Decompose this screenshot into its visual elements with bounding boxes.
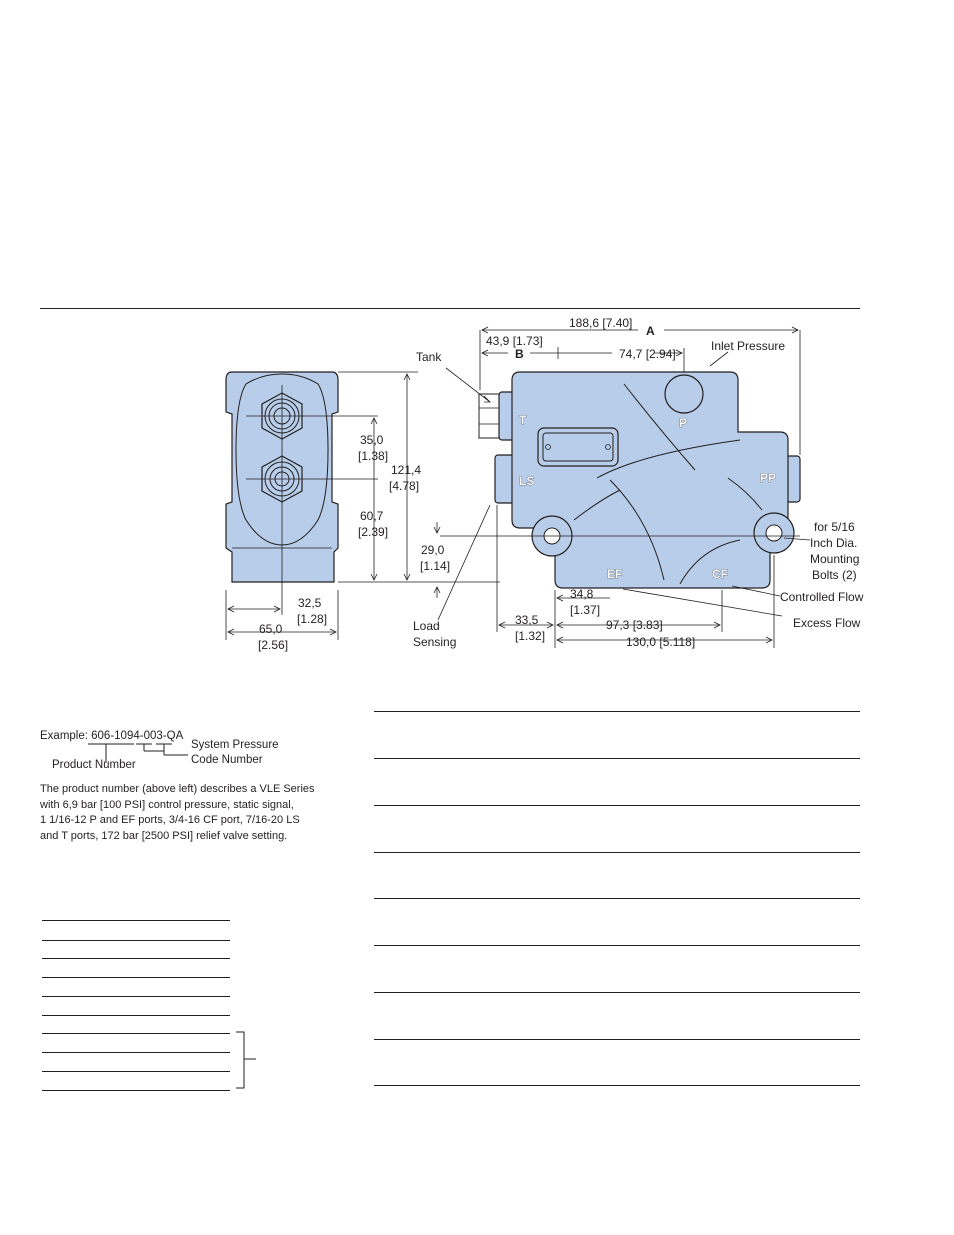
example-code-part3: QA [166, 730, 184, 742]
right-rule [374, 711, 860, 712]
port-label-ls: LS [519, 474, 535, 488]
p-port-icon [665, 375, 703, 413]
dim-35-in: [1.38] [358, 449, 389, 463]
dim-34-in: [1.37] [570, 603, 601, 617]
right-bolt-hole-icon [766, 525, 782, 541]
left-rule [42, 1033, 230, 1034]
dim-130: 130,0 [5.118] [626, 635, 696, 649]
example-code-part1: 606-1094 [91, 730, 140, 742]
port-label-pp: PP [760, 471, 777, 485]
dim-60-mm: 60,7 [360, 509, 384, 523]
left-rule [42, 1090, 230, 1091]
example-prefix: Example: [40, 730, 88, 742]
dim-32-in: [1.28] [297, 612, 328, 626]
right-rule [374, 852, 860, 853]
dim-32-mm: 32,5 [298, 596, 322, 610]
left-rule [42, 1015, 230, 1016]
left-group-bracket [234, 1030, 264, 1100]
callout-bolts-2: Inch Dia. [810, 536, 858, 550]
example-dash2: - [162, 730, 167, 742]
callout-bolts-3: Mounting [810, 552, 860, 566]
left-rule [42, 996, 230, 997]
dim-43: 43,9 [1.73] [486, 334, 543, 348]
dim-35-mm: 35,0 [360, 433, 384, 447]
example-code-part2: 003 [143, 730, 163, 742]
dim-60-in: [2.39] [358, 525, 389, 539]
dim-97: 97,3 [3.83] [606, 618, 663, 632]
port-label-p: P [679, 416, 688, 430]
example-code [40, 730, 183, 742]
left-rule [42, 940, 230, 941]
dim-74: 74,7 [2.94] [619, 347, 676, 361]
system-pressure-label: System Pressure Code Number [191, 739, 279, 766]
right-rule [374, 945, 860, 946]
callout-tank: Tank [416, 350, 442, 364]
side-view [226, 372, 378, 615]
port-label-ef: EF [607, 567, 623, 581]
dim-33-mm: 33,5 [515, 613, 539, 627]
right-rule [374, 898, 860, 899]
left-rule [42, 920, 230, 921]
dim-label-b: B [515, 347, 524, 361]
dim-65-mm: 65,0 [259, 622, 283, 636]
callout-load: Load [413, 619, 440, 633]
left-rule [42, 958, 230, 959]
product-number-label: Product Number [52, 759, 136, 771]
right-rule [374, 758, 860, 759]
callout-controlled-flow: Controlled Flow [780, 590, 864, 604]
left-rule [42, 1052, 230, 1053]
left-rule [42, 977, 230, 978]
callout-bolts-4: Bolts (2) [812, 568, 857, 582]
left-rule [42, 1071, 230, 1072]
dim-121-mm: 121,4 [391, 463, 422, 477]
dim-29-mm: 29,0 [421, 543, 445, 557]
callout-inlet-pressure: Inlet Pressure [711, 339, 786, 353]
dim-33-in: [1.32] [515, 629, 546, 643]
dim-121-in: [4.78] [389, 479, 420, 493]
right-rule [374, 1085, 860, 1086]
port-label-t: T [519, 413, 527, 427]
right-rule [374, 1039, 860, 1040]
right-rule [374, 992, 860, 993]
port-label-cf: CF [712, 567, 728, 581]
callout-sensing: Sensing [413, 635, 457, 649]
dim-34-mm: 34,8 [570, 587, 594, 601]
example-dash1: - [139, 730, 144, 742]
dim-188: 188,6 [7.40] [569, 316, 633, 330]
right-rule [374, 805, 860, 806]
callout-excess-flow: Excess Flow [793, 616, 861, 630]
dim-label-a: A [646, 324, 655, 338]
callout-bolts-1: for 5/16 [814, 520, 855, 534]
dim-65-in: [2.56] [258, 638, 289, 652]
example-description: The product number (above left) describes a VLE Series with 6,9 bar [100 PSI] control pressure, static signal, 1 1/16-12 P and EF ports, 3/4-16 CF port, 7/16-20 LS and T ports, 172 bar [2500 PSI] relief valve setting. [40, 783, 315, 842]
dim-29-in: [1.14] [420, 559, 451, 573]
